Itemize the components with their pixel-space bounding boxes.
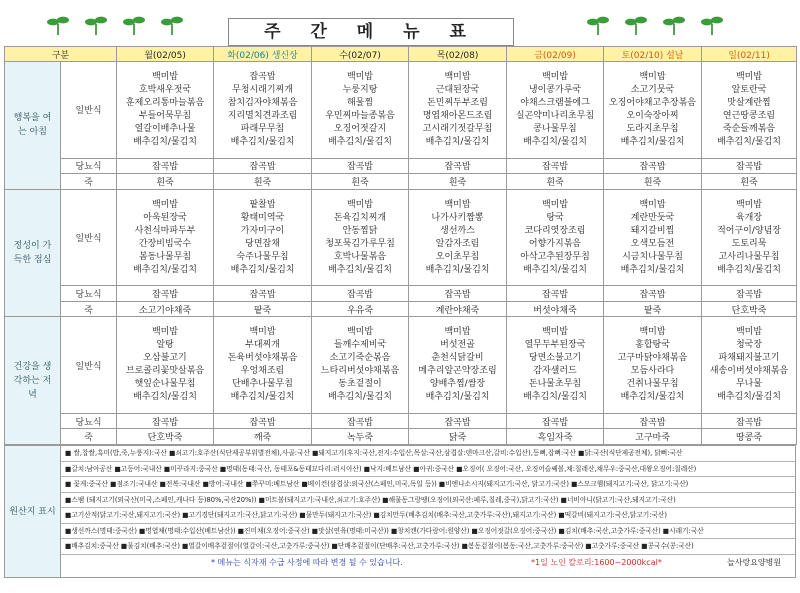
menu-item: 냉이콩가루국 (528, 84, 582, 95)
origin-line: ■생선까스(명태:중국산) ■명엽채(명태:수입산(베트남산)) ■진미채(오징어:중국산) ■맛살(연육(명태:미국산)) ■창치캔(가다랑어:원양산) ■오징어젓갈(오징어:중국산) ■김치(배추:국산,고춧가루:중국산) ■시래기:국산 (61, 524, 795, 540)
menu-item: 돈육버섯야채볶음 (227, 353, 298, 364)
menu-cell (214, 189, 312, 286)
menu-item: 브로콜리꽃맛살볶음 (125, 366, 205, 377)
diabetic-cell: 잡곡밥 (117, 286, 214, 301)
menu-item: 잡곡밥 (249, 71, 276, 82)
porridge-row (5, 429, 797, 445)
menu-cell (409, 62, 507, 159)
menu-item: 해물찜 (346, 97, 374, 108)
menu-item: 우엉채조림 (240, 366, 285, 377)
menu-item: 호박나물볶음 (333, 251, 387, 262)
diabetic-cell: 잡곡밥 (507, 158, 604, 173)
diabetic-cell: 잡곡밥 (604, 158, 702, 173)
day-header-mon: 월(02/05) (117, 47, 214, 62)
porridge-cell: 흰죽 (312, 174, 409, 189)
menu-item: 가자미구이 (240, 225, 285, 236)
menu-item: 팥찰밥 (249, 199, 276, 210)
menu-item: 느타리버섯야채볶음 (320, 366, 400, 377)
menu-cell (117, 62, 214, 159)
menu-item: 지리멸치견과조림 (227, 110, 298, 121)
origin-line: ■갈치:남아공산 ■고등어:국내산 ■미꾸라지:중국산 ■명태(동태:국산, 동태포&동태묘다리:러시아산) ■낙지:베트남산 ■아귀:중국산 ■오징어( 오징어:국산, 오징어슬쎄볼,채:칠레산,채무우:중국산,대왕오징어:칠레산) (61, 462, 795, 478)
menu-item: 배추김치/물김치 (425, 264, 490, 275)
change-notice: * 메뉴는 식자재 수급 사정에 따라 변경 될 수 있습니다. (211, 557, 403, 567)
menu-item: 배추김치/물김치 (523, 136, 587, 147)
diabetic-cell: 잡곡밥 (214, 158, 312, 173)
porridge-label: 죽 (61, 301, 117, 316)
diabetic-cell: 잡곡밥 (117, 414, 214, 429)
regular-meal-row (5, 317, 797, 414)
sprout-icon (122, 14, 146, 36)
menu-item: 백미밥 (541, 71, 569, 82)
menu-item: 나가사키짬뽕 (431, 212, 484, 223)
menu-item: 오삼불고기 (143, 353, 187, 364)
menu-item: 소고기죽순볶음 (329, 353, 391, 364)
menu-cell (312, 62, 409, 159)
porridge-cell: 단호박죽 (117, 429, 214, 445)
menu-item: 감자샐러드 (533, 366, 577, 377)
menu-item: 당면소불고기 (528, 353, 582, 364)
menu-item: 숙주나물무침 (236, 251, 289, 262)
menu-item: 배추김치/물김치 (717, 264, 781, 275)
diabetic-row (5, 414, 797, 429)
menu-item: 누룽지탕 (342, 84, 378, 95)
regular-meal-row (5, 62, 797, 159)
day-header-tue: 화(02/06) 생신상 (214, 47, 312, 62)
menu-cell (214, 317, 312, 414)
menu-item: 오징어젓갈지 (333, 123, 387, 134)
porridge-row (5, 301, 797, 316)
origin-line: ■ 꽃게:중국산 ■점조기:국내산 ■전복:국내산 ■방어:국내산 ■쭈꾸미:베트남산 ■베이컨(삼겹살:외국산(스페인,미국,독일 등)) ■비엔나소시지(돼지고기:국산, 닭고기:국산) ■스모크햄(돼지고기:국산, 닭고기:국산) (61, 477, 795, 493)
menu-cell (604, 62, 702, 159)
porridge-cell: 고구마죽 (604, 429, 702, 445)
diabetic-cell: 잡곡밥 (214, 286, 312, 301)
menu-item: 참치김자야채볶음 (227, 97, 298, 108)
diabetic-cell: 잡곡밥 (507, 414, 604, 429)
menu-item: 메추리알곤약장조림 (418, 366, 497, 377)
porridge-cell: 흑임자죽 (507, 429, 604, 445)
menu-item: 배추김치/물김치 (328, 392, 392, 403)
menu-item: 열무두부된장국 (524, 340, 586, 351)
diabetic-cell: 잡곡밥 (409, 158, 507, 173)
menu-item: 도라지초무침 (626, 123, 679, 134)
menu-item: 백미밥 (151, 327, 179, 338)
menu-item: 돈나물초무침 (528, 379, 582, 390)
meal-name: 정성이 가득한 점심 (5, 189, 61, 317)
menu-item: 계란만둣국 (630, 212, 675, 223)
porridge-cell: 소고기야채죽 (117, 301, 214, 316)
porridge-label: 죽 (61, 174, 117, 189)
diabetic-cell: 잡곡밥 (117, 158, 214, 173)
menu-item: 배추김치/물김치 (523, 392, 587, 403)
day-header-row (5, 47, 797, 62)
menu-item: 황태미역국 (240, 212, 285, 223)
menu-item: 고시래기젓갈무침 (422, 123, 493, 134)
menu-item: 들깨수제비국 (333, 340, 387, 351)
menu-item: 훈제오리통마늘볶음 (125, 97, 205, 108)
menu-item: 시금치나물무침 (622, 251, 683, 262)
diabetic-cell: 잡곡밥 (214, 414, 312, 429)
porridge-cell: 흰죽 (117, 174, 214, 189)
menu-item: 백미밥 (249, 327, 276, 338)
menu-item: 백미밥 (151, 71, 179, 82)
hospital-name: 늘사랑요양병원 (727, 557, 782, 567)
menu-cell (117, 317, 214, 414)
menu-item: 홍합탕국 (635, 340, 670, 351)
regular-label: 일반식 (61, 317, 117, 414)
menu-item: 백미밥 (639, 199, 666, 210)
sprout-icon (700, 14, 724, 36)
porridge-cell: 깨죽 (214, 429, 312, 445)
menu-item: 고사리나물무침 (718, 251, 780, 262)
origin-line: ■배추김치:중국산 ■물김치(배추:국산) ■열갈이배추겉절이(열갈이:국산,고춧가루:중국산) ■단배추겉절이(단배추:국산,고춧가루:국산) ■봄동겉절이(봄동:국산,고춧가루:중국산) ■고춧가루:중국산 ■콩국수(콩:국산) (61, 539, 795, 555)
porridge-label: 죽 (61, 429, 117, 445)
menu-cell (507, 62, 604, 159)
menu-item: 맛살계란찜 (727, 97, 771, 108)
porridge-cell: 흰죽 (604, 174, 702, 189)
menu-cell (507, 189, 604, 286)
sprout-icon (586, 14, 610, 36)
menu-item: 백미밥 (346, 199, 374, 210)
menu-item: 오이초무침 (435, 251, 480, 262)
porridge-cell: 땅콩죽 (702, 429, 797, 445)
menu-item: 백미밥 (735, 71, 763, 82)
porridge-cell: 녹두죽 (312, 429, 409, 445)
menu-item: 배추김치/물김치 (523, 264, 587, 275)
meal-name: 행복을 여는 아침 (5, 62, 61, 190)
menu-item: 명엽채아몬드조림 (422, 110, 493, 121)
menu-item: 돈육김치찌개 (333, 212, 387, 223)
porridge-cell: 닭죽 (409, 429, 507, 445)
regular-label: 일반식 (61, 62, 117, 159)
menu-item: 백미밥 (639, 327, 666, 338)
menu-item: 실곤약미나리초무침 (515, 110, 595, 121)
regular-label: 일반식 (61, 189, 117, 286)
diabetic-label: 당뇨식 (61, 414, 117, 429)
menu-item: 배추김치/물김치 (230, 392, 295, 403)
menu-item: 모듬사라다 (630, 366, 675, 377)
origin-section (4, 445, 796, 578)
page-title: 주 간 메 뉴 표 (228, 18, 514, 46)
menu-item: 탕국 (546, 212, 564, 223)
menu-item: 배추김치/물김치 (133, 392, 197, 403)
menu-item: 호박새우젓국 (138, 84, 192, 95)
diabetic-cell: 잡곡밥 (409, 286, 507, 301)
menu-cell (312, 317, 409, 414)
menu-cell (312, 189, 409, 286)
menu-item: 콩나물무침 (533, 123, 577, 134)
menu-item: 부대찌개 (245, 340, 280, 351)
menu-item: 돼지갈비찜 (630, 225, 675, 236)
menu-item: 우민찌마늘종볶음 (325, 110, 395, 121)
origin-line: ■고기산적(닭고기:국산,돼지고기:국산) ■고기경단(돼지고기:국산,닭고기:국산) ■물만두(돼지고기:국산) ■김치만두(배추김치(배추:국산,고춧가루:국산),돼지고기:국산) ■떡갈비(돼지고기:국산,닭고기:국산) (61, 508, 795, 524)
diabetic-cell: 잡곡밥 (312, 158, 409, 173)
menu-item: 백미밥 (541, 199, 569, 210)
menu-item: 안동찜닭 (342, 225, 378, 236)
porridge-row (5, 174, 797, 189)
menu-item: 배추김치/물김치 (425, 392, 490, 403)
porridge-cell: 팥죽 (214, 301, 312, 316)
menu-item: 간장비빔국수 (138, 238, 192, 249)
menu-item: 햇잎순나물무침 (134, 379, 196, 390)
diabetic-label: 당뇨식 (61, 286, 117, 301)
menu-item: 파래무무침 (240, 123, 285, 134)
menu-item: 어향가지볶음 (528, 238, 582, 249)
porridge-cell: 버섯야채죽 (507, 301, 604, 316)
menu-item: 알탕 (156, 340, 174, 351)
menu-item: 오징어야채고추장볶음 (609, 97, 696, 108)
menu-item: 백미밥 (346, 327, 374, 338)
menu-item: 죽순들깨볶음 (722, 123, 776, 134)
menu-item: 배추김치/물김치 (328, 264, 392, 275)
menu-cell (214, 62, 312, 159)
menu-item: 알감자조림 (435, 238, 480, 249)
origin-line: ■ 쌀,찹쌀,흑미(밥,죽,누룽지):국산 ■쇠고기:호주산(식단제공부위별전체),사골:국산 ■돼지고기(후지:국산,전지:수입산,목살:국산,삼겹살:덴마크산,갈비:수입산),등뼈,잡뼈:국산 ■닭:국산(식단제공전체), 닭뼈:국산 (61, 446, 795, 462)
menu-item: 아욱된장국 (143, 212, 187, 223)
menu-item: 청국장 (735, 340, 763, 351)
porridge-cell: 흰죽 (507, 174, 604, 189)
menu-item: 청포묵김가루무침 (325, 238, 395, 249)
menu-item: 배추김치/물김치 (133, 136, 197, 147)
sprout-icon (624, 14, 648, 36)
menu-item: 백미밥 (639, 71, 666, 82)
weekly-menu-table (4, 46, 797, 445)
menu-item: 소고기뭇국 (630, 84, 675, 95)
menu-item: 코다리엿장조림 (524, 225, 586, 236)
menu-item: 배추김치/물김치 (620, 392, 685, 403)
menu-cell (507, 317, 604, 414)
menu-item: 백미밥 (346, 71, 374, 82)
calorie-note: *1일 노인 칼로리:1600~2000kcal* (531, 557, 662, 567)
porridge-cell: 흰죽 (702, 174, 797, 189)
menu-item: 배추김치/물김치 (620, 264, 685, 275)
sprout-icon (46, 14, 70, 36)
menu-item: 양배추찜/쌈장 (429, 379, 486, 390)
diabetic-label: 당뇨식 (61, 158, 117, 173)
menu-cell (409, 189, 507, 286)
menu-item: 동초겉절이 (338, 379, 382, 390)
menu-item: 당면잡채 (245, 238, 280, 249)
menu-item: 오색모듬전 (630, 238, 675, 249)
menu-item: 무나물 (735, 379, 763, 390)
menu-item: 백미밥 (541, 327, 569, 338)
diabetic-cell: 잡곡밥 (409, 414, 507, 429)
sprout-icon (84, 14, 108, 36)
menu-item: 배추김치/물김치 (133, 264, 197, 275)
menu-item: 배추김치/물김치 (425, 136, 490, 147)
menu-item: 연근땅콩조림 (722, 110, 776, 121)
diabetic-cell: 잡곡밥 (507, 286, 604, 301)
diabetic-cell: 잡곡밥 (702, 414, 797, 429)
diabetic-cell: 잡곡밥 (604, 414, 702, 429)
origin-lines (61, 446, 795, 577)
menu-item: 근대된장국 (435, 84, 480, 95)
menu-item: 백미밥 (151, 199, 179, 210)
menu-item: 춘천식닭갈비 (431, 353, 484, 364)
diabetic-cell: 잡곡밥 (312, 286, 409, 301)
menu-item: 단배추나물무침 (232, 379, 293, 390)
menu-item: 백미밥 (444, 71, 471, 82)
diabetic-cell: 잡곡밥 (702, 158, 797, 173)
menu-item: 무청시래기찌개 (232, 84, 293, 95)
diabetic-cell: 잡곡밥 (312, 414, 409, 429)
menu-item: 배추김치/물김치 (230, 136, 295, 147)
porridge-cell: 흰죽 (409, 174, 507, 189)
meal-name: 건강을 생각하는 저녁 (5, 317, 61, 445)
category-header: 구분 (5, 47, 117, 62)
sprout-icon (160, 14, 184, 36)
menu-item: 돈민찌두부조림 (427, 97, 488, 108)
porridge-cell: 팥죽 (604, 301, 702, 316)
menu-item: 백미밥 (735, 327, 763, 338)
menu-item: 열갈이배추나물 (134, 123, 196, 134)
menu-item: 부들어묵무침 (138, 110, 192, 121)
menu-item: 도토리묵 (731, 238, 767, 249)
menu-item: 배추김치/물김치 (620, 136, 685, 147)
menu-item: 건취나물무침 (626, 379, 679, 390)
menu-item: 생선까스 (440, 225, 475, 236)
porridge-cell: 계란야채죽 (409, 301, 507, 316)
menu-item: 사천식마파두부 (134, 225, 196, 236)
menu-body (5, 62, 797, 445)
menu-cell (604, 317, 702, 414)
menu-cell (702, 62, 797, 159)
menu-cell (702, 189, 797, 286)
menu-item: 파채돼지불고기 (718, 353, 780, 364)
menu-item: 배추김치/물김치 (717, 392, 781, 403)
menu-cell (409, 317, 507, 414)
menu-item: 백미밥 (444, 199, 471, 210)
diabetic-row (5, 286, 797, 301)
day-header-fri: 금(02/09) (507, 47, 604, 62)
menu-cell (117, 189, 214, 286)
menu-item: 육개장 (735, 212, 763, 223)
menu-item: 버섯전골 (440, 340, 475, 351)
diabetic-row (5, 158, 797, 173)
diabetic-cell: 잡곡밥 (702, 286, 797, 301)
menu-item: 알토란국 (731, 84, 767, 95)
origin-footer (61, 555, 795, 571)
day-header-sat: 토(02/10) 설날 (604, 47, 702, 62)
menu-item: 배추김치/물김치 (717, 136, 781, 147)
menu-item: 봄동나물무침 (138, 251, 192, 262)
porridge-cell: 우유죽 (312, 301, 409, 316)
menu-item: 야채스크램블에그 (520, 97, 590, 108)
menu-item: 배추김치/물김치 (328, 136, 392, 147)
menu-item: 아삭고추된장무침 (520, 251, 590, 262)
menu-item: 배추김치/물김치 (230, 264, 295, 275)
menu-cell (702, 317, 797, 414)
menu-item: 백미밥 (444, 327, 471, 338)
menu-item: 적어구이/양념장 (717, 225, 781, 236)
day-header-wed: 수(02/07) (312, 47, 409, 62)
origin-line: ■스팸 (돼지고기(외국산(미국,스페인,캐나다 등)80%,국산20%)) ■미트볼(돼지고기:국내산,쇠고기:호주산) ■해물동그랑땡(오징어(외국산:페루,칠레,중국),닭고기:국산) ■너비아니(닭고기:국산,돼지고기:국산) (61, 493, 795, 509)
menu-item: 백미밥 (735, 199, 763, 210)
diabetic-cell: 잡곡밥 (604, 286, 702, 301)
porridge-cell: 단호박죽 (702, 301, 797, 316)
day-header-thu: 목(02/08) (409, 47, 507, 62)
origin-label: 원산지 표시 (5, 446, 61, 577)
menu-item: 새송이버섯야채볶음 (709, 366, 789, 377)
menu-item: 오이숙장아찌 (626, 110, 679, 121)
regular-meal-row (5, 189, 797, 286)
page-header (4, 10, 796, 46)
porridge-cell: 흰죽 (214, 174, 312, 189)
menu-cell (604, 189, 702, 286)
sprout-icon (662, 14, 686, 36)
day-header-sun: 일(02/11) (702, 47, 797, 62)
menu-item: 고구마닭야채볶음 (617, 353, 688, 364)
